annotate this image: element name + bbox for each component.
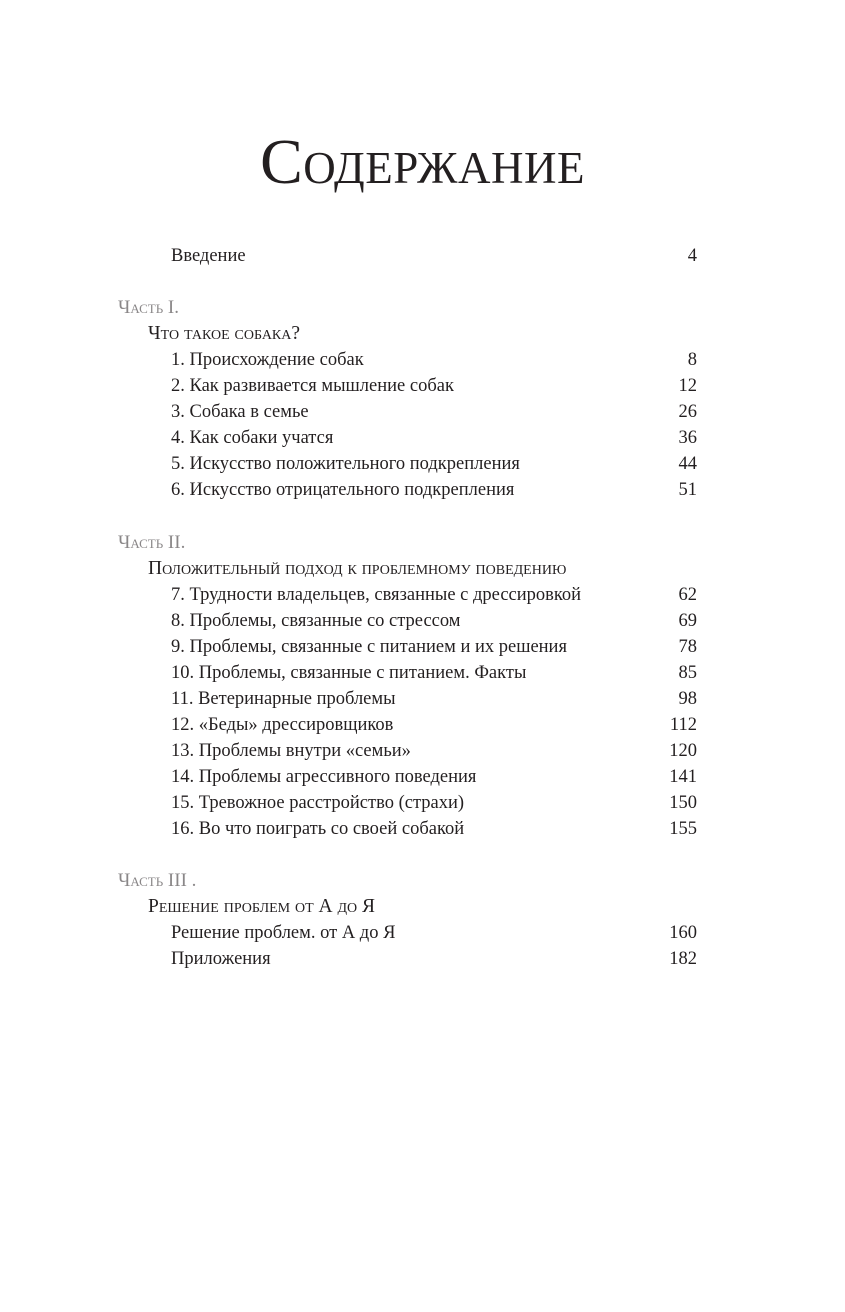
toc-entry-page: 155 (669, 819, 697, 839)
toc-entry-page: 85 (678, 663, 697, 683)
toc-entry[interactable] (171, 738, 697, 764)
toc-entry-label: 1. Происхождение собак (171, 350, 364, 370)
toc-entry-label: Решение проблем. от А до Я (171, 923, 396, 943)
toc-entry-intro[interactable] (171, 243, 697, 269)
toc-entry-label: 12. «Беды» дрессировщиков (171, 715, 394, 735)
toc-entry[interactable] (171, 347, 697, 373)
toc-entry-page: 12 (678, 376, 697, 396)
toc-entry-label: 6. Искусство отрицательного подкрепления (171, 480, 515, 500)
toc-entry[interactable] (171, 946, 697, 972)
toc-entry[interactable] (171, 712, 697, 738)
toc-entry-page: 160 (669, 923, 697, 943)
toc-entry-label: 3. Собака в семье (171, 402, 309, 422)
toc-entry[interactable] (171, 451, 697, 477)
toc-entry-label: 13. Проблемы внутри «семьи» (171, 741, 411, 761)
toc-entry-label: 4. Как собаки учатся (171, 428, 334, 448)
toc-entry-label: 16. Во что поиграть со своей собакой (171, 819, 465, 839)
toc-entry[interactable] (171, 816, 697, 842)
page-title: Содержание (260, 126, 585, 197)
toc-entry-label: 2. Как развивается мышление собак (171, 376, 454, 396)
toc-entry-page: 150 (669, 793, 697, 813)
toc-entry-page: 120 (669, 741, 697, 761)
toc-entry[interactable] (171, 373, 697, 399)
toc-entry-page: 62 (678, 585, 697, 605)
part-2-title: Положительный подход к проблемному поведению (148, 558, 567, 579)
part-1-label: Часть I. (118, 297, 179, 318)
part-3-title: Решение проблем от А до Я (148, 896, 375, 917)
toc-entry[interactable] (171, 399, 697, 425)
toc-entry-page: 182 (669, 949, 697, 969)
toc-entry[interactable] (171, 920, 697, 946)
toc-entry-page: 51 (678, 480, 697, 500)
toc-entry-page: 8 (687, 350, 697, 370)
part-3-label: Часть III . (118, 870, 197, 891)
toc-entry-label: Введение (171, 246, 246, 266)
toc-entry[interactable] (171, 660, 697, 686)
toc-entry-label: 8. Проблемы, связанные со стрессом (171, 611, 461, 631)
part-1-title: Что такое собака? (148, 323, 301, 344)
toc-entry-page: 78 (678, 637, 697, 657)
toc-entry-page: 36 (678, 428, 697, 448)
toc-entry-label: 15. Тревожное расстройство (страхи) (171, 793, 465, 813)
toc-entry-page: 112 (669, 715, 697, 735)
toc-entry-label: 5. Искусство положительного подкрепления (171, 454, 520, 474)
toc-entry[interactable] (171, 582, 697, 608)
toc-entry-page: 26 (678, 402, 697, 422)
toc-entry[interactable] (171, 425, 697, 451)
toc-entry[interactable] (171, 608, 697, 634)
toc-entry-page: 98 (678, 689, 697, 709)
toc-entry-page: 4 (687, 246, 697, 266)
toc-entry-label: 10. Проблемы, связанные с питанием. Факты (171, 663, 527, 683)
toc-entry-label: Приложения (171, 949, 271, 969)
toc-entry-label: 9. Проблемы, связанные с питанием и их решения (171, 637, 567, 657)
toc-entry-label: 11. Ветеринарные проблемы (171, 689, 396, 709)
toc-entry[interactable] (171, 477, 697, 503)
toc-entry-page: 141 (669, 767, 697, 787)
toc-entry-page: 69 (678, 611, 697, 631)
toc-entry[interactable] (171, 790, 697, 816)
toc-entry-label: 14. Проблемы агрессивного поведения (171, 767, 477, 787)
toc-entry-page: 44 (678, 454, 697, 474)
toc-entry[interactable] (171, 686, 697, 712)
toc-entry-label: 7. Трудности владельцев, связанные с дрессировкой (171, 585, 582, 605)
toc-entry[interactable] (171, 764, 697, 790)
part-2-label: Часть II. (118, 532, 186, 553)
toc-entry[interactable] (171, 634, 697, 660)
